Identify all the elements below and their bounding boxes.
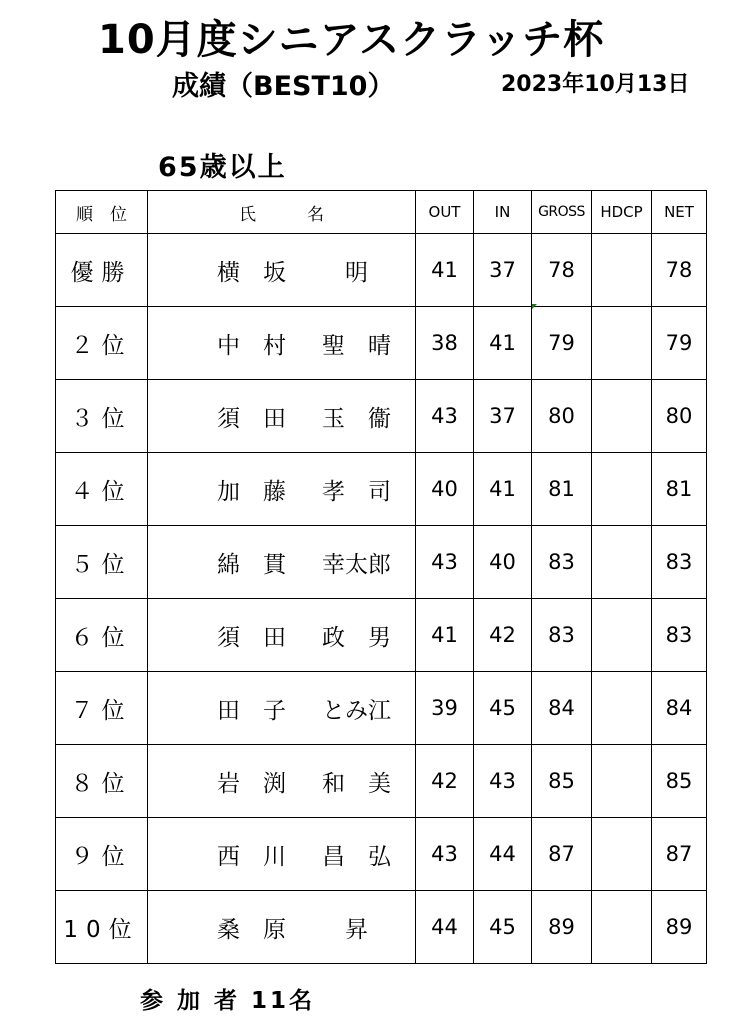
name-cell — [148, 599, 416, 672]
in-score: 43 — [474, 745, 532, 818]
net-score: 83 — [652, 526, 707, 599]
rank-cell: ４位 — [56, 453, 148, 526]
participant-count: 参 加 者 11名 — [140, 988, 316, 1014]
page-title: 10月度シニアスクラッチ杯 — [98, 17, 605, 63]
in-score: 44 — [474, 818, 532, 891]
header-name: 氏 名 — [148, 191, 416, 234]
gross-score: 80 — [532, 380, 592, 453]
rank-cell: ３位 — [56, 380, 148, 453]
header-gross: GROSS — [532, 191, 592, 234]
net-score: 84 — [652, 672, 707, 745]
hdcp-value — [592, 307, 652, 380]
gross-score: 83 — [532, 526, 592, 599]
table-row — [56, 234, 707, 307]
net-score: 80 — [652, 380, 707, 453]
event-date: 2023年10月13日 — [501, 72, 690, 97]
age-category: 65歳以上 — [158, 152, 287, 183]
table-row — [56, 891, 707, 964]
net-score: 78 — [652, 234, 707, 307]
page-subtitle: 成績（BEST10） — [172, 71, 395, 102]
net-score: 79 — [652, 307, 707, 380]
gross-score: 85 — [532, 745, 592, 818]
given-name: 玉 衞 — [322, 405, 391, 432]
given-name: 孝 司 — [322, 478, 391, 505]
family-name: 須 田 — [217, 624, 286, 651]
hdcp-value — [592, 453, 652, 526]
name-cell — [148, 818, 416, 891]
table-row — [56, 818, 707, 891]
header-out: OUT — [416, 191, 474, 234]
rank-cell: ５位 — [56, 526, 148, 599]
hdcp-value — [592, 672, 652, 745]
in-score: 37 — [474, 234, 532, 307]
in-score: 45 — [474, 891, 532, 964]
net-score: 87 — [652, 818, 707, 891]
name-cell — [148, 380, 416, 453]
given-name: 明 — [345, 259, 368, 286]
gross-score: 83 — [532, 599, 592, 672]
name-cell — [148, 891, 416, 964]
table-row — [56, 745, 707, 818]
cell-comment-marker — [532, 304, 537, 309]
out-score: 39 — [416, 672, 474, 745]
net-score: 81 — [652, 453, 707, 526]
hdcp-value — [592, 745, 652, 818]
name-cell — [148, 526, 416, 599]
gross-score: 84 — [532, 672, 592, 745]
family-name: 横 坂 — [217, 259, 286, 286]
in-score: 42 — [474, 599, 532, 672]
given-name: 昇 — [345, 916, 368, 943]
family-name: 須 田 — [217, 405, 286, 432]
gross-score: 79 — [532, 307, 592, 380]
family-name: 岩 渕 — [217, 770, 286, 797]
out-score: 38 — [416, 307, 474, 380]
rank-cell: ８位 — [56, 745, 148, 818]
header-hdcp: HDCP — [592, 191, 652, 234]
rank-cell: 10位 — [56, 891, 148, 964]
table-row — [56, 599, 707, 672]
hdcp-value — [592, 526, 652, 599]
table-row — [56, 526, 707, 599]
out-score: 40 — [416, 453, 474, 526]
out-score: 43 — [416, 818, 474, 891]
gross-score: 87 — [532, 818, 592, 891]
name-cell — [148, 234, 416, 307]
table-header-row — [56, 191, 707, 234]
gross-score: 89 — [532, 891, 592, 964]
table-row — [56, 307, 707, 380]
name-cell — [148, 672, 416, 745]
net-score: 83 — [652, 599, 707, 672]
family-name: 綿 貫 — [217, 551, 286, 578]
rank-cell: 優勝 — [56, 234, 148, 307]
in-score: 40 — [474, 526, 532, 599]
gross-score: 81 — [532, 453, 592, 526]
out-score: 41 — [416, 599, 474, 672]
hdcp-value — [592, 599, 652, 672]
given-name: 和 美 — [322, 770, 391, 797]
given-name: とみ江 — [322, 697, 391, 724]
family-name: 田 子 — [217, 697, 286, 724]
out-score: 41 — [416, 234, 474, 307]
net-score: 89 — [652, 891, 707, 964]
table-row — [56, 672, 707, 745]
given-name: 昌 弘 — [322, 843, 391, 870]
header-in: IN — [474, 191, 532, 234]
table-row — [56, 453, 707, 526]
rank-cell: ７位 — [56, 672, 148, 745]
header-rank: 順 位 — [56, 191, 148, 234]
out-score: 44 — [416, 891, 474, 964]
hdcp-value — [592, 234, 652, 307]
out-score: 42 — [416, 745, 474, 818]
given-name: 政 男 — [322, 624, 391, 651]
name-cell — [148, 745, 416, 818]
gross-score: 78 — [532, 234, 592, 307]
header-net: NET — [652, 191, 707, 234]
name-cell — [148, 307, 416, 380]
given-name: 聖 晴 — [322, 332, 391, 359]
given-name: 幸太郎 — [322, 551, 391, 578]
hdcp-value — [592, 380, 652, 453]
in-score: 41 — [474, 453, 532, 526]
results-table — [55, 190, 707, 964]
net-score: 85 — [652, 745, 707, 818]
in-score: 37 — [474, 380, 532, 453]
family-name: 桑 原 — [217, 916, 286, 943]
hdcp-value — [592, 891, 652, 964]
hdcp-value — [592, 818, 652, 891]
family-name: 中 村 — [217, 332, 286, 359]
out-score: 43 — [416, 526, 474, 599]
in-score: 41 — [474, 307, 532, 380]
out-score: 43 — [416, 380, 474, 453]
family-name: 加 藤 — [217, 478, 286, 505]
name-cell — [148, 453, 416, 526]
in-score: 45 — [474, 672, 532, 745]
family-name: 西 川 — [217, 843, 286, 870]
rank-cell: ２位 — [56, 307, 148, 380]
rank-cell: ６位 — [56, 599, 148, 672]
table-row — [56, 380, 707, 453]
rank-cell: ９位 — [56, 818, 148, 891]
